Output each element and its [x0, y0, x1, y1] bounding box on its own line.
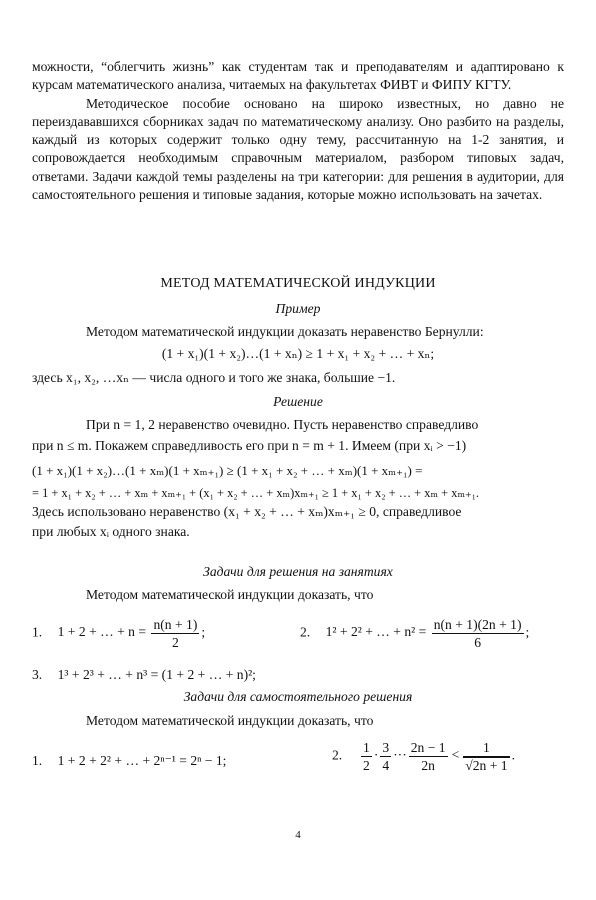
section-induction [32, 275, 564, 542]
tasks-self-row [32, 733, 564, 789]
task-1-end: ; [201, 624, 206, 640]
proof-formula-2: = 1 + x₁ + x₂ + … + xₘ + xₘ₊₁ + (x₁ + x₂ + … + xₘ)xₘ₊₁ ≥ 1 + x₁ + x₂ + … + xₘ + xₘ₊₁. [32, 485, 479, 500]
example-label: Пример [275, 301, 321, 317]
example-text: Методом математической индукции доказать неравенство Бернулли: [86, 323, 484, 339]
less-than-sign: < [451, 747, 460, 763]
fraction-numerator: 2n − 1 [410, 739, 446, 755]
bernoulli-formula: (1 + x₁)(1 + x₂)…(1 + xₙ) ≥ 1 + x₁ + x₂ + … + xₙ; [161, 345, 435, 361]
fraction-denominator [463, 757, 509, 774]
fraction-general-term [409, 739, 448, 774]
self-task-2-end: . [511, 747, 515, 763]
section-title: МЕТОД МАТЕМАТИЧЕСКОЙ ИНДУКЦИИ [160, 276, 436, 291]
task-number: 2. [332, 747, 343, 763]
intro-block [32, 58, 564, 204]
used-inequality-line-2: при любых xᵢ одного знака. [32, 524, 190, 540]
page-number: 4 [295, 829, 301, 841]
self-task-1-expression: 1 + 2 + 2² + … + 2ⁿ⁻¹ = 2ⁿ − 1; [57, 752, 227, 768]
task-3-expression: 1³ + 2³ + … + n³ = (1 + 2 + … + n)²; [57, 666, 256, 682]
solution-line-2: при n ≤ m. Покажем справедливость его при n = m + 1. Имеем (при xᵢ > −1) [32, 438, 467, 454]
fraction-denominator: 2 [363, 757, 370, 773]
tasks-class-intro: Методом математической индукции доказать, что [86, 587, 374, 603]
dots-operator: ··· [393, 747, 407, 763]
tasks-self-intro: Методом математической индукции доказать, что [86, 713, 374, 729]
task-2-formula [300, 616, 529, 651]
proof-formula-1: (1 + x₁)(1 + x₂)…(1 + xₘ)(1 + xₘ₊₁) ≥ (1 + x₁ + x₂ + … + xₘ)(1 + xₘ₊₁) = [32, 463, 423, 479]
intro-paragraph-1: можности, “облегчить жизнь” как студентам так и преподавателям и адаптировано к курсам математического анализа, читаемых на факультетах ФИВТ и ФИПУ КГТУ. [32, 59, 564, 93]
task-1-fraction [151, 616, 199, 651]
task-2-fraction [432, 616, 524, 651]
tasks-class-label: Задачи для решения на занятиях [203, 564, 393, 579]
task-number: 2. [300, 624, 311, 640]
self-task-2-formula [332, 739, 515, 774]
fraction-denominator: 2n [421, 757, 435, 773]
tasks-class-row-1 [32, 607, 564, 659]
fraction-numerator: n(n + 1) [153, 616, 198, 632]
fraction-denominator: 6 [474, 634, 481, 650]
task-number: 3. [32, 666, 43, 682]
tasks-class-row-2 [32, 662, 564, 690]
dot-operator: · [373, 747, 379, 763]
task-number: 1. [32, 624, 43, 640]
task-2-end: ; [525, 624, 530, 640]
fraction-denominator: 4 [382, 757, 390, 773]
used-inequality-line-1: Здесь использовано неравенство (x₁ + x₂ + … + xₘ)xₘ₊₁ ≥ 0, справедливое [32, 503, 462, 519]
tasks-self-block [32, 688, 564, 789]
task-1-lhs: 1 + 2 + … + n = [57, 624, 147, 640]
self-task-1-formula [32, 752, 226, 770]
task-2-lhs: 1² + 2² + … + n² = [325, 624, 427, 640]
solution-label: Решение [273, 394, 323, 410]
tasks-self-label: Задачи для самостоятельного решения [183, 689, 413, 704]
solution-line-1: При n = 1, 2 неравенство очевидно. Пусть неравенство справедливо [86, 416, 479, 432]
fraction-bound [463, 739, 509, 774]
fraction-denominator: 2 [172, 634, 179, 650]
tasks-class-block [32, 563, 564, 690]
task-number: 1. [32, 752, 43, 768]
task-3-formula [32, 666, 256, 684]
fraction-numerator: 1 [363, 739, 370, 755]
intro-paragraph-2: Методическое пособие основано на широко известных, но давно не переиздававшихся сборниках задач по математическому анализу. Оно разбито на разделы, каждый из которых содержит только одну тему, рассчитанную на 1-2 занятия, и сопровождается необходимым справочным материалом, разбором типовых задач, ответами. Задачи каждой темы разделены на три категории: для решения в аудитории, для самостоятельного решения и типовые задания, которые можно использовать на зачетах. [32, 95, 564, 203]
fraction-one-half [361, 739, 372, 774]
fraction-three-quarters [380, 739, 391, 774]
task-1-formula [32, 616, 205, 651]
sqrt-expression: √2n + 1 [465, 757, 508, 773]
fraction-numerator: 3 [382, 739, 390, 755]
where-text: здесь x₁, x₂, …xₙ — числа одного и того же знака, большие −1. [32, 370, 396, 386]
fraction-numerator: n(n + 1)(2n + 1) [433, 616, 522, 632]
fraction-numerator: 1 [463, 739, 509, 757]
